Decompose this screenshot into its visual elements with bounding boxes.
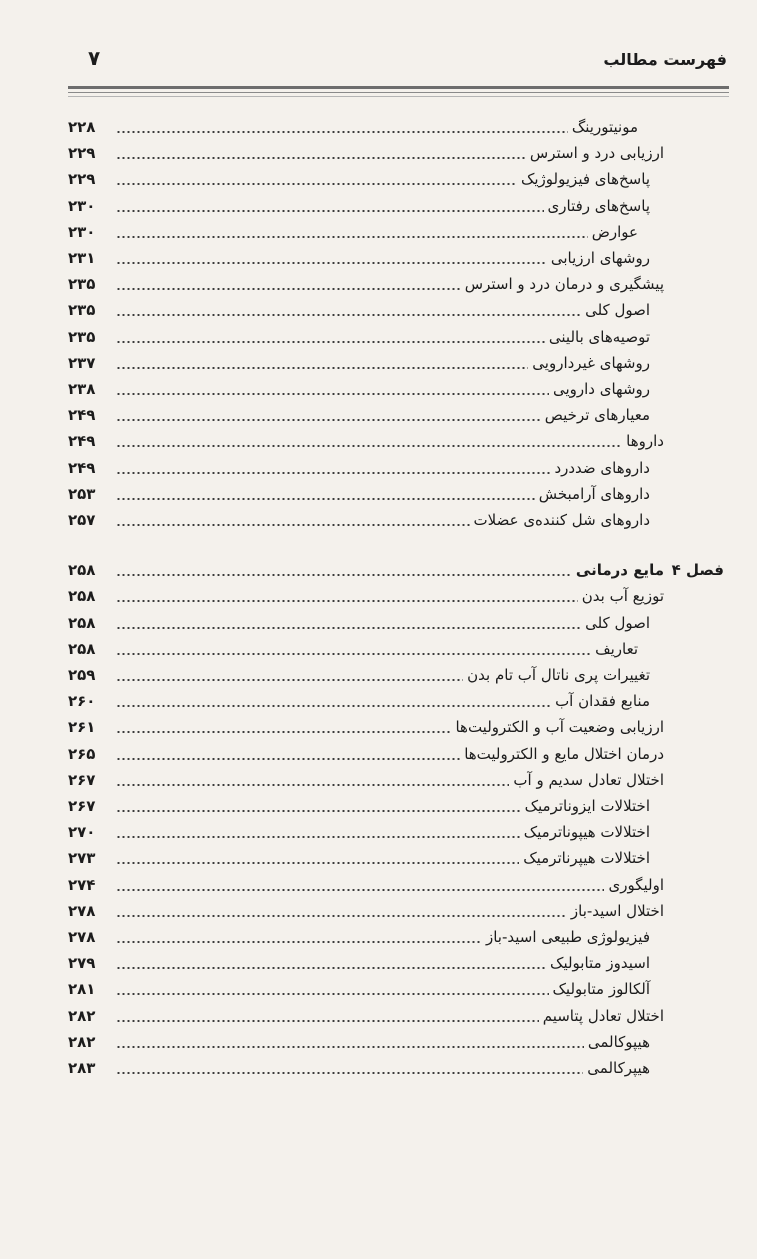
toc-entry	[68, 976, 664, 1002]
toc-page-number: ۲۳۱	[68, 249, 96, 267]
dot-leader	[116, 1072, 583, 1074]
toc-entry	[68, 898, 664, 924]
toc-entry	[68, 950, 664, 976]
toc-entry-title: عوارض	[591, 222, 638, 241]
toc-entry-title: اختلالات ایزوناترمیک	[524, 797, 650, 815]
toc-page-number: ۲۷۳	[68, 849, 96, 868]
toc-page-number: ۲۵۸	[68, 613, 96, 632]
toc-entry-title: هیپوکالمی	[587, 1032, 650, 1051]
toc-page-number: ۲۳۵	[68, 301, 96, 320]
dot-leader	[116, 862, 519, 864]
toc-entry-title: هیپرکالمی	[587, 1059, 650, 1077]
dot-leader	[116, 915, 567, 917]
toc-page-number: ۲۸۱	[68, 980, 96, 999]
toc-entry	[68, 140, 664, 166]
header-rule-light	[68, 96, 729, 97]
toc-page-number: ۲۷۸	[68, 928, 96, 946]
toc-entry-title: اختلالات هیپرناترمیک	[523, 849, 650, 868]
toc-entry	[68, 688, 664, 714]
toc-entry-title: پیشگیری و درمان درد و استرس	[464, 275, 664, 294]
toc-page-number: ۲۵۸	[68, 561, 96, 580]
dot-leader	[116, 731, 451, 733]
toc-page-number: ۲۵۹	[68, 666, 96, 684]
toc-page-number: ۲۲۹	[68, 144, 96, 163]
header-rule-thin	[68, 92, 729, 93]
toc-page-number: ۲۸۳	[68, 1059, 96, 1077]
toc-entry-title: اختلال تعادل سدیم و آب	[513, 770, 664, 789]
toc-entry-title: مونیتورینگ	[571, 118, 638, 136]
toc-entry	[68, 193, 664, 219]
toc-page-number: ۲۷۸	[68, 901, 96, 920]
toc-entry-title: روشهای دارویی	[552, 380, 650, 398]
toc-entry	[68, 376, 664, 402]
toc-entry-title: مایع درمانی	[575, 561, 664, 580]
toc-entry	[68, 481, 664, 507]
toc-entry-title: اصول کلی	[585, 301, 650, 320]
toc-entry-title: اختلالات هیپوناترمیک	[523, 823, 650, 842]
toc-entry	[68, 245, 664, 271]
dot-leader	[116, 1046, 584, 1048]
toc-entry-title: پاسخ‌های رفتاری	[547, 196, 650, 215]
toc-entry	[68, 324, 664, 350]
dot-leader	[116, 341, 545, 343]
toc-entry	[68, 583, 664, 609]
dot-leader	[116, 679, 463, 681]
toc-page-number: ۲۴۹	[68, 432, 96, 451]
dot-leader	[116, 758, 460, 760]
toc-page-number: ۲۶۰	[68, 692, 96, 711]
toc-entry-title: فیزیولوژی طبیعی اسید-باز	[485, 928, 650, 946]
dot-leader	[116, 472, 550, 474]
dot-leader	[116, 367, 528, 369]
dot-leader	[116, 236, 588, 238]
toc-page-number: ۲۳۰	[68, 196, 96, 215]
dot-leader	[116, 157, 526, 159]
toc-page-number: ۲۸۲	[68, 1032, 96, 1051]
toc-entry-title: اختلال تعادل پتاسیم	[542, 1006, 664, 1025]
dot-leader	[116, 419, 541, 421]
toc-entry	[68, 741, 664, 767]
dot-leader	[116, 183, 517, 185]
toc-page-number: ۲۵۸	[68, 587, 96, 606]
toc-entry-title: آلکالوز متابولیک	[552, 980, 650, 999]
toc-entry	[68, 793, 664, 819]
dot-leader	[116, 314, 581, 316]
toc-entry-title: تغییرات پری ناتال آب تام بدن	[467, 666, 650, 684]
header-page-number: ۷	[88, 46, 101, 70]
toc-entry-title: اختلال اسید-باز	[570, 901, 664, 920]
toc-page-number: ۲۵۳	[68, 484, 96, 503]
toc-entry	[68, 662, 664, 688]
toc-entry	[68, 1029, 664, 1055]
toc-entry-title: اصول کلی	[585, 613, 650, 632]
toc-entry	[68, 819, 664, 845]
dot-leader	[116, 210, 544, 212]
dot-leader	[116, 288, 461, 290]
toc-entry-title: توصیه‌های بالینی	[548, 327, 650, 346]
toc-page-number: ۲۸۲	[68, 1006, 96, 1025]
toc-entry	[68, 166, 664, 192]
toc-entry-title: توزیع آب بدن	[581, 587, 664, 606]
toc-page-number: ۲۶۷	[68, 797, 96, 815]
toc-entry	[68, 872, 664, 898]
dot-leader	[116, 889, 604, 891]
dot-leader	[116, 941, 482, 943]
dot-leader	[116, 967, 546, 969]
dot-leader	[116, 627, 581, 629]
toc-entry-title: ارزیابی درد و استرس	[529, 144, 664, 163]
toc-page-number: ۲۷۴	[68, 875, 96, 894]
toc-chapter-row	[68, 557, 724, 583]
toc-entry-title: معیارهای ترخیص	[544, 406, 650, 425]
toc-entry	[68, 114, 664, 140]
toc-page-number: ۲۳۰	[68, 222, 96, 241]
toc-page-number: ۲۵۷	[68, 511, 96, 529]
header-title: فهرست مطالب	[603, 50, 727, 69]
toc-page-number: ۲۲۹	[68, 170, 96, 189]
toc-entry	[68, 219, 664, 245]
toc-entry-title: روشهای ارزیابی	[550, 249, 650, 267]
toc-entry	[68, 924, 664, 950]
toc-entry	[68, 767, 664, 793]
toc-entry-title: ارزیابی وضعیت آب و الکترولیت‌ها	[455, 718, 664, 737]
toc-page-number: ۲۷۰	[68, 823, 96, 842]
toc-entry	[68, 507, 664, 533]
dot-leader	[116, 784, 509, 786]
toc-page-number: ۲۳۷	[68, 353, 96, 372]
dot-leader	[116, 653, 591, 655]
toc-entry-title: داروهای آرامبخش	[538, 484, 650, 503]
dot-leader	[116, 600, 578, 602]
toc-page-number: ۲۳۸	[68, 380, 96, 398]
toc-page-number: ۲۷۹	[68, 954, 96, 973]
toc-entry	[68, 402, 664, 428]
toc-page-number: ۲۶۵	[68, 744, 96, 763]
toc-page-number: ۲۴۹	[68, 406, 96, 425]
toc-entry	[68, 714, 664, 740]
toc-entry-title: داروها	[626, 432, 664, 451]
running-header	[80, 48, 727, 78]
toc-entry-title: پاسخ‌های فیزیولوژیک	[520, 170, 650, 189]
dot-leader	[116, 1020, 539, 1022]
toc-entry	[68, 271, 664, 297]
toc-entry	[68, 428, 664, 454]
dot-leader	[116, 705, 551, 707]
toc-entry	[68, 1003, 664, 1029]
dot-leader	[116, 836, 520, 838]
toc-entry	[68, 350, 664, 376]
dot-leader	[116, 574, 572, 576]
toc-entry-title: داروهای ضددرد	[554, 458, 650, 477]
toc-page-number: ۲۲۸	[68, 118, 96, 136]
dot-leader	[116, 262, 547, 264]
toc-page-number: ۲۶۱	[68, 718, 96, 737]
dot-leader	[116, 445, 622, 447]
toc-page-number: ۲۵۸	[68, 639, 96, 658]
dot-leader	[116, 131, 568, 133]
chapter-prefix: فصل ۴	[671, 561, 724, 580]
dot-leader	[116, 810, 521, 812]
toc-entry-title: اولیگوری	[608, 875, 664, 894]
toc-page-number: ۲۴۹	[68, 458, 96, 477]
toc-entry	[68, 845, 664, 871]
toc-entry-title: داروهای شل کننده‌ی عضلات	[473, 511, 650, 529]
toc-page-number: ۲۳۵	[68, 275, 96, 294]
dot-leader	[116, 993, 549, 995]
toc-entry-title: روشهای غیردارویی	[532, 353, 650, 372]
toc-entry-title: درمان اختلال مایع و الکترولیت‌ها	[464, 744, 664, 763]
toc-page-number: ۲۳۵	[68, 327, 96, 346]
toc-entry-title: منابع فقدان آب	[555, 692, 650, 711]
toc-entry-title: اسیدوز متابولیک	[550, 954, 650, 973]
toc-entry	[68, 1055, 664, 1081]
dot-leader	[116, 498, 535, 500]
toc-page-number: ۲۶۷	[68, 770, 96, 789]
toc-entry	[68, 636, 664, 662]
toc-entry	[68, 455, 664, 481]
dot-leader	[116, 524, 470, 526]
dot-leader	[116, 393, 549, 395]
toc-entry	[68, 610, 664, 636]
header-rule-thick	[68, 86, 729, 89]
toc-entry-title: تعاریف	[595, 639, 638, 658]
toc-entry	[68, 297, 664, 323]
